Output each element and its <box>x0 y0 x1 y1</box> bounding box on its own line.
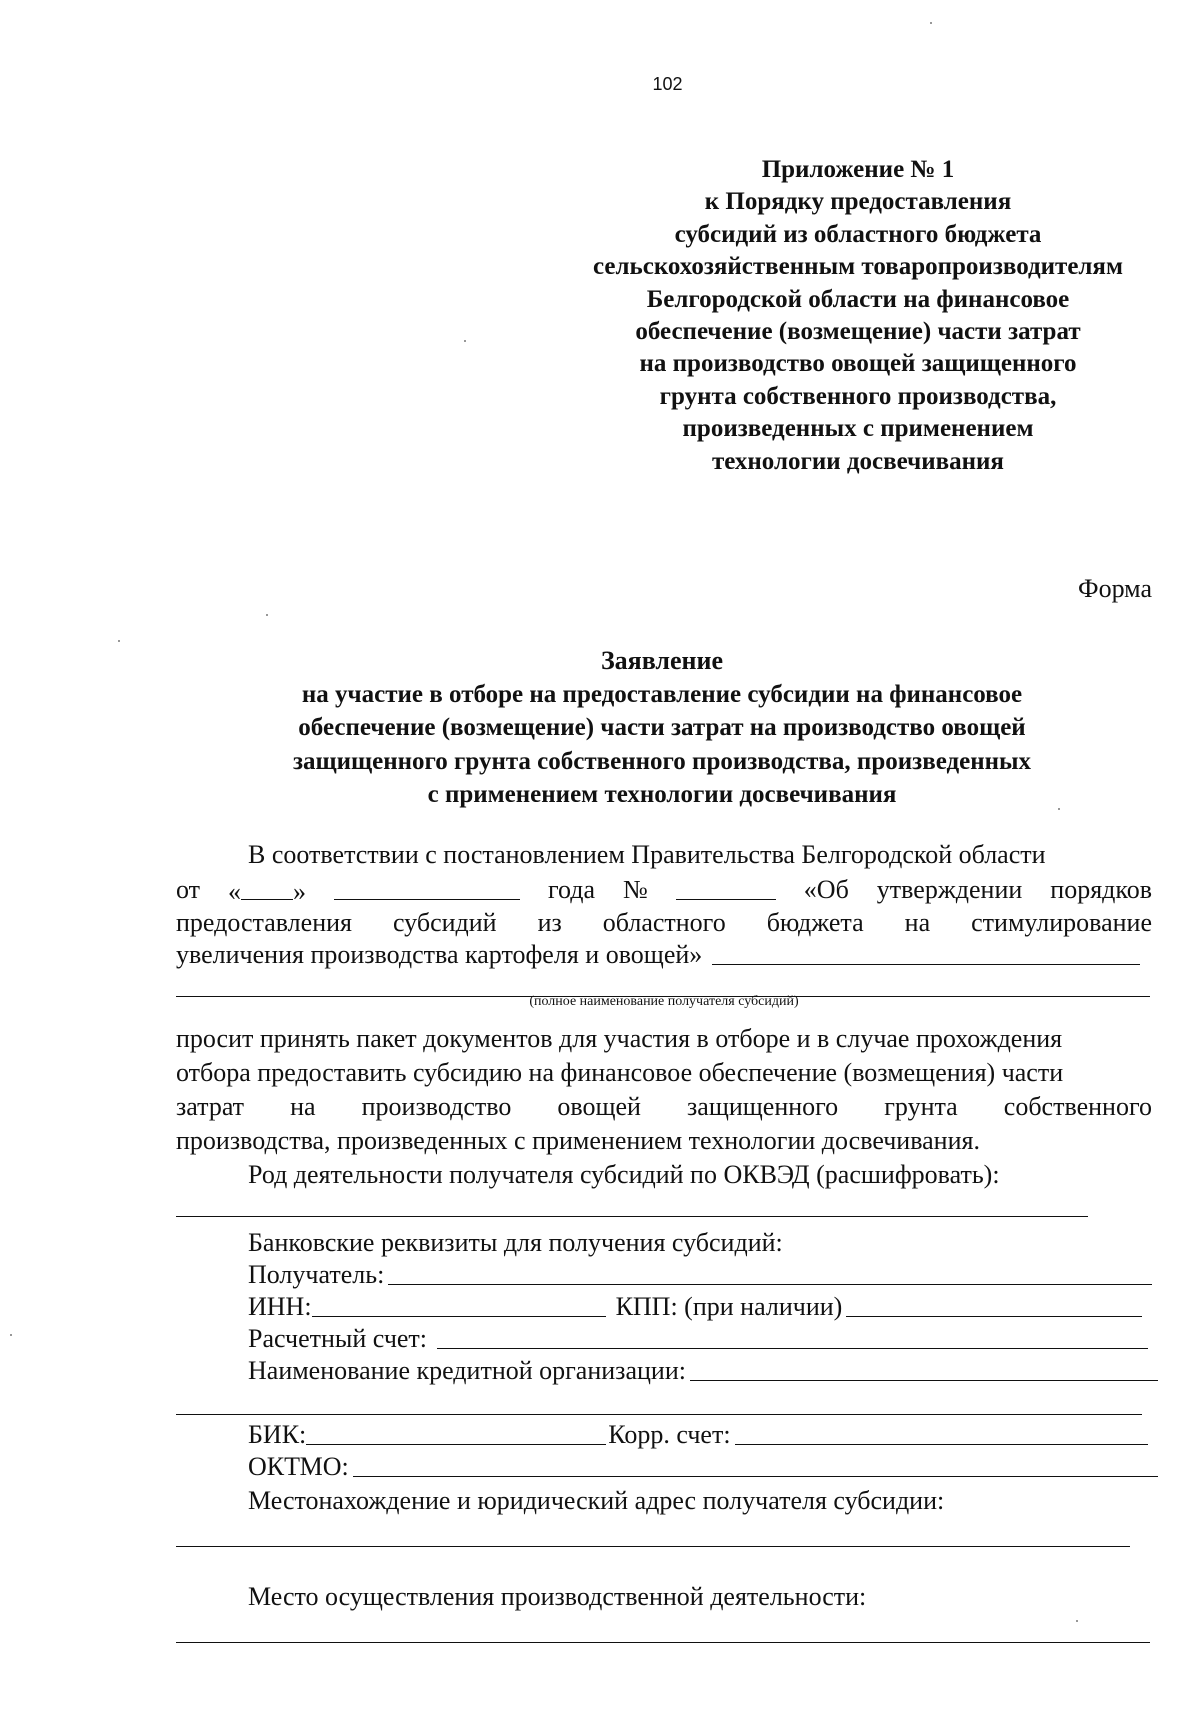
account-row <box>176 1322 1148 1356</box>
appendix-line: произведенных с применением <box>682 415 1034 443</box>
scan-speck <box>118 640 120 642</box>
appendix-line: грунта собственного производства, <box>659 382 1057 410</box>
request-word: овощей <box>557 1092 641 1121</box>
intro-line-2 <box>176 873 1152 909</box>
request-line-2: отбора предоставить субсидию на финансовое обеспечение (возмещения) части <box>176 1058 1064 1087</box>
credit-org-row <box>176 1354 1158 1388</box>
corr-label: Корр. счет: <box>608 1420 731 1449</box>
resolution-number-field[interactable] <box>676 873 776 900</box>
intro-word: бюджета <box>766 908 864 937</box>
kpp-label: КПП: (при наличии) <box>615 1292 843 1321</box>
intro-word: предоставления <box>176 908 352 937</box>
appendix-line: на производство овощей защищенного <box>639 350 1077 378</box>
intro-word: субсидий <box>392 908 497 937</box>
bik-corr-row <box>176 1418 1148 1452</box>
activity-place-label: Место осуществления производственной деятельности: <box>248 1582 867 1611</box>
credit-org-continued-line[interactable] <box>176 1414 1142 1415</box>
title-line: обеспечение (возмещение) части затрат на производство овощей <box>298 714 1026 741</box>
okved-field-line[interactable] <box>176 1216 1088 1217</box>
bank-recipient-row <box>176 1258 1152 1292</box>
intro-text: В соответствии с постановлением Правительства Белгородской области <box>248 840 1046 869</box>
page-number: 102 <box>652 74 683 94</box>
bik-label: БИК: <box>248 1420 307 1449</box>
appendix-line: к Порядку предоставления <box>704 188 1012 216</box>
request-word: грунта <box>884 1092 958 1121</box>
request-word: производство <box>361 1092 512 1121</box>
scan-speck <box>10 1334 12 1336</box>
title-line: на участие в отборе на предоставление субсидии на финансовое <box>301 680 1023 708</box>
appendix-line: Белгородской области на финансовое <box>646 285 1070 313</box>
activity-place-field-line[interactable] <box>176 1642 1150 1643</box>
oktmo-row <box>176 1450 1158 1484</box>
oktmo-label: ОКТМО: <box>248 1452 349 1481</box>
okved-label: Род деятельности получателя субсидий по ОКВЭД (расшифровать): <box>248 1160 1000 1189</box>
request-line-4: производства, произведенных с применением технологии досвечивания. <box>176 1126 980 1155</box>
recipient-caption: (полное наименование получателя субсидий) <box>529 994 799 1009</box>
request-line-1: просит принять пакет документов для участия в отборе и в случае прохождения <box>176 1024 1063 1053</box>
intro-word: областного <box>602 908 726 937</box>
intro-word: стимулирование <box>971 908 1152 937</box>
intro-line-3 <box>176 906 1152 940</box>
request-word: на <box>290 1092 316 1121</box>
oktmo-field[interactable] <box>353 1450 1158 1477</box>
bank-recipient-label: Получатель: <box>248 1260 385 1289</box>
intro-word: из <box>537 908 562 937</box>
appendix-line: Приложение № 1 <box>761 156 955 183</box>
title-line: защищенного грунта собственного производства, произведенных <box>292 747 1032 775</box>
date-day-field[interactable]: « » <box>228 873 306 909</box>
credit-org-label: Наименование кредитной организации: <box>248 1356 686 1385</box>
inn-field[interactable] <box>312 1290 606 1317</box>
kpp-field[interactable] <box>846 1290 1142 1317</box>
bank-recipient-field[interactable] <box>388 1258 1152 1285</box>
document-title <box>180 644 1144 812</box>
intro-word: утверждении <box>876 875 1023 904</box>
appendix-line: сельскохозяйственным товаропроизводителям <box>592 253 1123 281</box>
title-line: с применением технологии досвечивания <box>427 781 897 808</box>
account-label: Расчетный счет: <box>248 1324 428 1353</box>
intro-word: № <box>623 875 648 904</box>
bank-heading: Банковские реквизиты для получения субсидий: <box>248 1228 783 1257</box>
appendix-block <box>548 154 1168 478</box>
scan-speck <box>464 340 466 342</box>
corr-field[interactable] <box>735 1418 1148 1445</box>
intro-text: увеличения производства картофеля и овощей» <box>176 940 703 969</box>
address-field-line[interactable] <box>176 1546 1130 1547</box>
credit-org-field[interactable] <box>690 1354 1158 1381</box>
intro-word: порядков <box>1050 875 1152 904</box>
recipient-name-field[interactable] <box>712 938 1140 965</box>
bik-field[interactable] <box>306 1418 606 1445</box>
scan-speck <box>930 22 932 24</box>
appendix-line: субсидий из областного бюджета <box>674 220 1042 248</box>
request-word: защищенного <box>687 1092 839 1121</box>
form-label: Форма <box>1078 574 1152 603</box>
inn-label: ИНН: <box>248 1292 312 1321</box>
scan-speck <box>1058 808 1060 810</box>
request-line-3 <box>176 1090 1152 1124</box>
intro-word: года <box>547 875 596 904</box>
title-heading: Заявление <box>600 646 724 675</box>
date-month-field[interactable] <box>334 873 520 900</box>
intro-line-1 <box>176 838 1152 872</box>
intro-word: «Об <box>803 875 849 904</box>
intro-line-4 <box>176 938 1140 972</box>
appendix-line: технологии досвечивания <box>712 447 1004 475</box>
intro-word: на <box>904 908 931 937</box>
address-label: Местонахождение и юридический адрес получателя субсидии: <box>248 1486 945 1515</box>
account-field[interactable] <box>437 1322 1148 1349</box>
scan-speck <box>266 614 268 616</box>
scan-speck <box>1076 1620 1078 1622</box>
appendix-line: обеспечение (возмещение) части затрат <box>635 318 1081 346</box>
request-word: затрат <box>176 1092 245 1121</box>
request-word: собственного <box>1003 1092 1152 1121</box>
intro-word: от <box>176 875 201 904</box>
inn-kpp-row <box>176 1290 1142 1324</box>
